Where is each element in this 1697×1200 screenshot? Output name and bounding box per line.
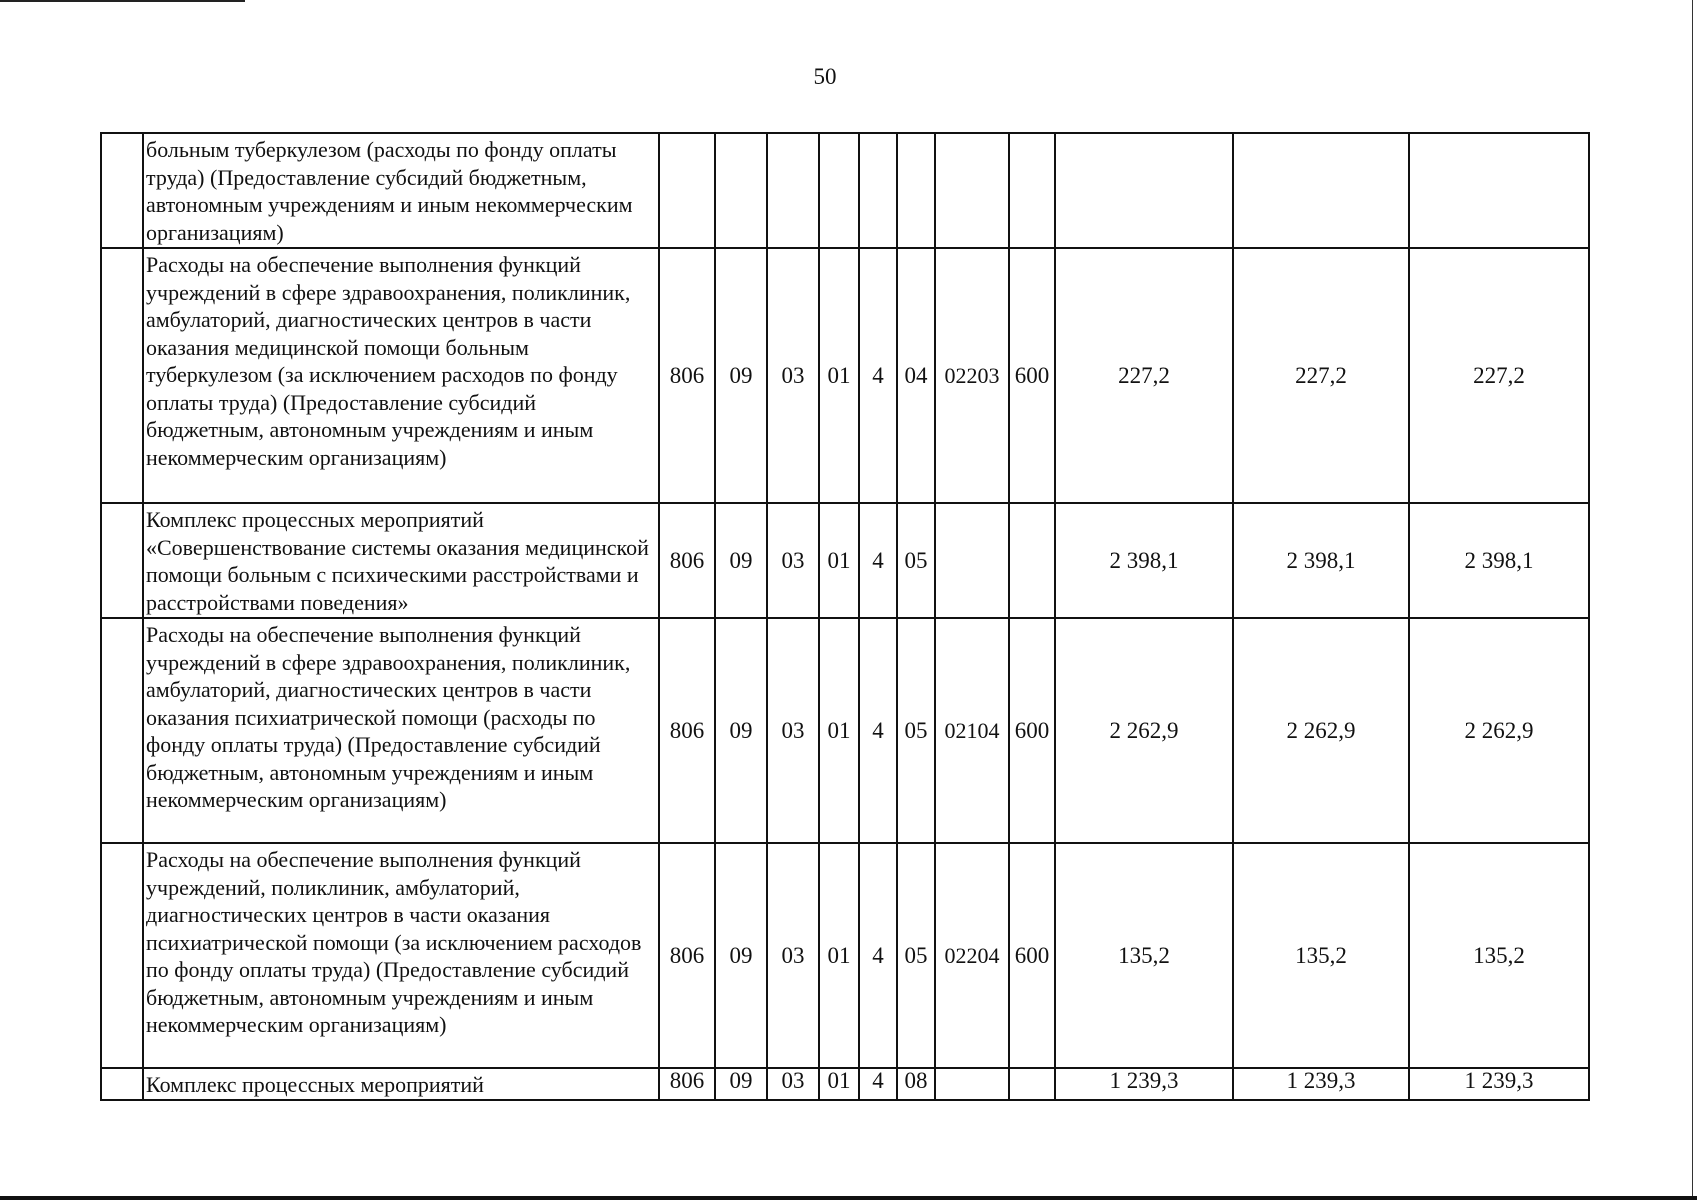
target-code-1: 01 — [819, 843, 859, 1068]
amount-year-1 — [1055, 133, 1233, 248]
target-code-1 — [819, 133, 859, 248]
row-number-cell — [101, 503, 143, 618]
ved-code — [659, 133, 715, 248]
target-code-2: 4 — [859, 1068, 897, 1100]
ved-code: 806 — [659, 843, 715, 1068]
row-name: Расходы на обеспечение выполнения функций учреждений в сфере здравоохранения, поликлиник, амбулаторий, диагностических центров в части оказания медицинской помощи больным туберкулезом (за исключением расходов по фонду оплаты труда) (Предоставление субсидий бюджетным, автономным учреждениям и иным некоммерческим организациям) — [143, 248, 659, 503]
amount-year-1: 227,2 — [1055, 248, 1233, 503]
section-code: 09 — [715, 1068, 767, 1100]
expense-type-code — [1009, 1068, 1055, 1100]
section-code: 09 — [715, 503, 767, 618]
table-row — [101, 843, 1589, 1068]
table-row — [101, 503, 1589, 618]
subsection-code: 03 — [767, 1068, 819, 1100]
budget-table — [100, 132, 1590, 1101]
target-code-1: 01 — [819, 618, 859, 843]
amount-year-1: 2 262,9 — [1055, 618, 1233, 843]
table-row — [101, 618, 1589, 843]
amount-year-3: 2 262,9 — [1409, 618, 1589, 843]
amount-year-2: 2 398,1 — [1233, 503, 1409, 618]
target-code-3: 05 — [897, 503, 935, 618]
page-number: 50 — [813, 64, 837, 89]
amount-year-2: 227,2 — [1233, 248, 1409, 503]
subsection-code: 03 — [767, 843, 819, 1068]
amount-year-1: 2 398,1 — [1055, 503, 1233, 618]
subsection-code: 03 — [767, 618, 819, 843]
target-code-4: 02204 — [935, 843, 1009, 1068]
row-number-cell — [101, 1068, 143, 1100]
target-code-2: 4 — [859, 503, 897, 618]
expense-type-code: 600 — [1009, 618, 1055, 843]
amount-year-2: 2 262,9 — [1233, 618, 1409, 843]
subsection-code — [767, 133, 819, 248]
section-code: 09 — [715, 843, 767, 1068]
target-code-3: 04 — [897, 248, 935, 503]
ved-code: 806 — [659, 1068, 715, 1100]
amount-year-3: 135,2 — [1409, 843, 1589, 1068]
section-code: 09 — [715, 618, 767, 843]
target-code-4 — [935, 133, 1009, 248]
amount-year-3 — [1409, 133, 1589, 248]
row-name: Комплекс процессных мероприятий «Совершенствование системы оказания медицинской помощи больным с психическими расстройствами и расстройствами поведения» — [143, 503, 659, 618]
section-code — [715, 133, 767, 248]
subsection-code: 03 — [767, 248, 819, 503]
subsection-code: 03 — [767, 503, 819, 618]
target-code-4: 02104 — [935, 618, 1009, 843]
amount-year-1: 1 239,3 — [1055, 1068, 1233, 1100]
target-code-3: 05 — [897, 618, 935, 843]
target-code-3 — [897, 133, 935, 248]
expense-type-code: 600 — [1009, 248, 1055, 503]
table-row — [101, 133, 1589, 248]
ved-code: 806 — [659, 503, 715, 618]
amount-year-2 — [1233, 133, 1409, 248]
target-code-1: 01 — [819, 248, 859, 503]
row-number-cell — [101, 843, 143, 1068]
expense-type-code: 600 — [1009, 843, 1055, 1068]
row-name: больным туберкулезом (расходы по фонду оплаты труда) (Предоставление субсидий бюджетным, автономным учреждениям и иным некоммерческим организациям) — [143, 133, 659, 248]
table-row — [101, 1068, 1589, 1100]
amount-year-1: 135,2 — [1055, 843, 1233, 1068]
scan-edge-top — [0, 0, 245, 2]
row-number-cell — [101, 133, 143, 248]
target-code-1: 01 — [819, 1068, 859, 1100]
row-number-cell — [101, 248, 143, 503]
amount-year-3: 227,2 — [1409, 248, 1589, 503]
target-code-2: 4 — [859, 843, 897, 1068]
amount-year-2: 1 239,3 — [1233, 1068, 1409, 1100]
target-code-2: 4 — [859, 248, 897, 503]
target-code-1: 01 — [819, 503, 859, 618]
expense-type-code — [1009, 503, 1055, 618]
target-code-4 — [935, 503, 1009, 618]
target-code-4 — [935, 1068, 1009, 1100]
target-code-2 — [859, 133, 897, 248]
section-code: 09 — [715, 248, 767, 503]
row-name: Расходы на обеспечение выполнения функций учреждений в сфере здравоохранения, поликлиник, амбулаторий, диагностических центров в части оказания психиатрической помощи (расходы по фонду оплаты труда) (Предоставление субсидий бюджетным, автономным учреждениям и иным некоммерческим организациям) — [143, 618, 659, 843]
row-number-cell — [101, 618, 143, 843]
scan-edge-right — [1692, 0, 1693, 1200]
target-code-3: 08 — [897, 1068, 935, 1100]
scan-edge-bottom — [0, 1196, 1697, 1200]
expense-type-code — [1009, 133, 1055, 248]
ved-code: 806 — [659, 248, 715, 503]
amount-year-2: 135,2 — [1233, 843, 1409, 1068]
row-name: Расходы на обеспечение выполнения функций учреждений, поликлиник, амбулаторий, диагностических центров в части оказания психиатрической помощи (за исключением расходов по фонду оплаты труда) (Предоставление субсидий бюджетным, автономным учреждениям и иным некоммерческим организациям) — [143, 843, 659, 1068]
table-row — [101, 248, 1589, 503]
amount-year-3: 2 398,1 — [1409, 503, 1589, 618]
amount-year-3: 1 239,3 — [1409, 1068, 1589, 1100]
target-code-2: 4 — [859, 618, 897, 843]
target-code-4: 02203 — [935, 248, 1009, 503]
row-name: Комплекс процессных мероприятий — [143, 1068, 659, 1100]
ved-code: 806 — [659, 618, 715, 843]
target-code-3: 05 — [897, 843, 935, 1068]
